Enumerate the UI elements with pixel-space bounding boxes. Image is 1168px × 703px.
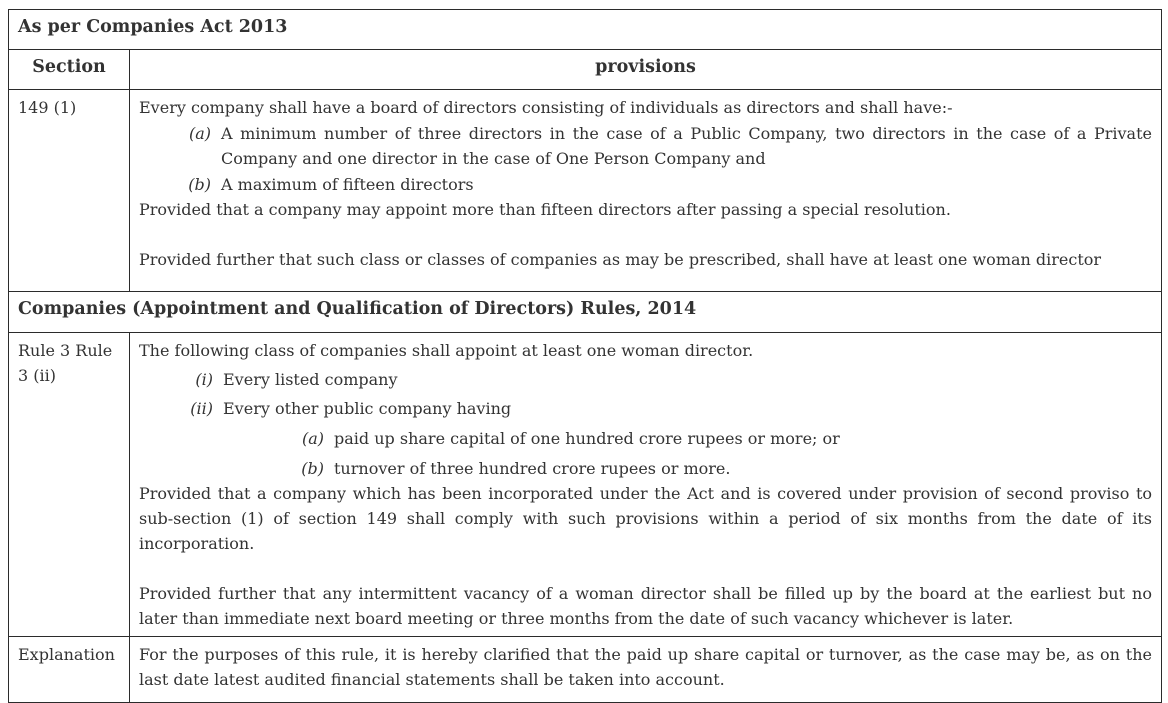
column-header-section: Section (9, 50, 130, 90)
rules-header-row (9, 292, 1162, 333)
list-marker: (b) (188, 175, 211, 194)
column-header-provisions: provisions (130, 50, 1162, 90)
list-marker: (ii) (190, 399, 213, 418)
list-item (173, 367, 1152, 392)
paragraph-proviso1-rule3: Provided that a company which has been incorporated under the Act and is covered under provision of second proviso to sub-section (1) of section 149 shall comply with such provisions within a period of six months from the date of its incorporation. (139, 484, 1152, 553)
list-item-text: Every listed company (223, 370, 398, 389)
row-explanation (9, 637, 1162, 703)
list-item-text: Every other public company having (223, 399, 512, 418)
paragraph-proviso2-rule3: Provided further that any intermittent vacancy of a woman director shall be filled up by the board at the earliest but no later than immediate next board meeting or three months from the date of such vacancy whichever is later. (139, 584, 1152, 628)
list-item-text: A minimum number of three directors in the case of a Public Company, two directors in the case of a Private Company and one director in the case of One Person Company and (221, 124, 1152, 168)
list-item-text: A maximum of fifteen directors (221, 175, 474, 194)
act-header-row (9, 10, 1162, 50)
statutory-provisions-table (8, 9, 1162, 703)
list-marker: (b) (301, 459, 324, 478)
list-item (171, 121, 1152, 171)
list-marker: (a) (188, 124, 211, 143)
paragraph-intro-149: Every company shall have a board of directors consisting of individuals as directors and shall have:- (139, 98, 953, 117)
list-marker: (i) (195, 370, 213, 389)
section-cell-explanation: Explanation (9, 637, 130, 703)
list-marker: (a) (301, 429, 324, 448)
provisions-cell-rule3 (130, 333, 1162, 637)
sub-list-item (284, 456, 1152, 481)
provisions-cell-explanation (130, 637, 1162, 703)
column-header-row (9, 50, 1162, 90)
paragraph-intro-rule3: The following class of companies shall appoint at least one woman director. (139, 341, 754, 360)
list-item-text: turnover of three hundred crore rupees or more. (334, 459, 731, 478)
paragraph-proviso2-149: Provided further that such class or classes of companies as may be prescribed, shall have at least one woman director (139, 250, 1102, 269)
section-cell-149: 149 (1) (9, 90, 130, 292)
list-item (173, 396, 1152, 421)
sub-list-item (284, 426, 1152, 451)
row-section-149 (9, 90, 1162, 292)
rules-header: Companies (Appointment and Qualification of Directors) Rules, 2014 (9, 292, 1162, 333)
act-header: As per Companies Act 2013 (9, 10, 1162, 50)
section-cell-rule3: Rule 3 Rule 3 (ii) (9, 333, 130, 637)
paragraph-proviso1-149: Provided that a company may appoint more than fifteen directors after passing a special resolution. (139, 200, 951, 219)
provisions-cell-149 (130, 90, 1162, 292)
list-item-text: paid up share capital of one hundred crore rupees or more; or (334, 429, 840, 448)
row-rule-3 (9, 333, 1162, 637)
paragraph-explanation: For the purposes of this rule, it is hereby clarified that the paid up share capital or turnover, as the case may be, as on the last date latest audited financial statements shall be taken into account. (139, 645, 1152, 689)
list-item (171, 172, 1152, 197)
